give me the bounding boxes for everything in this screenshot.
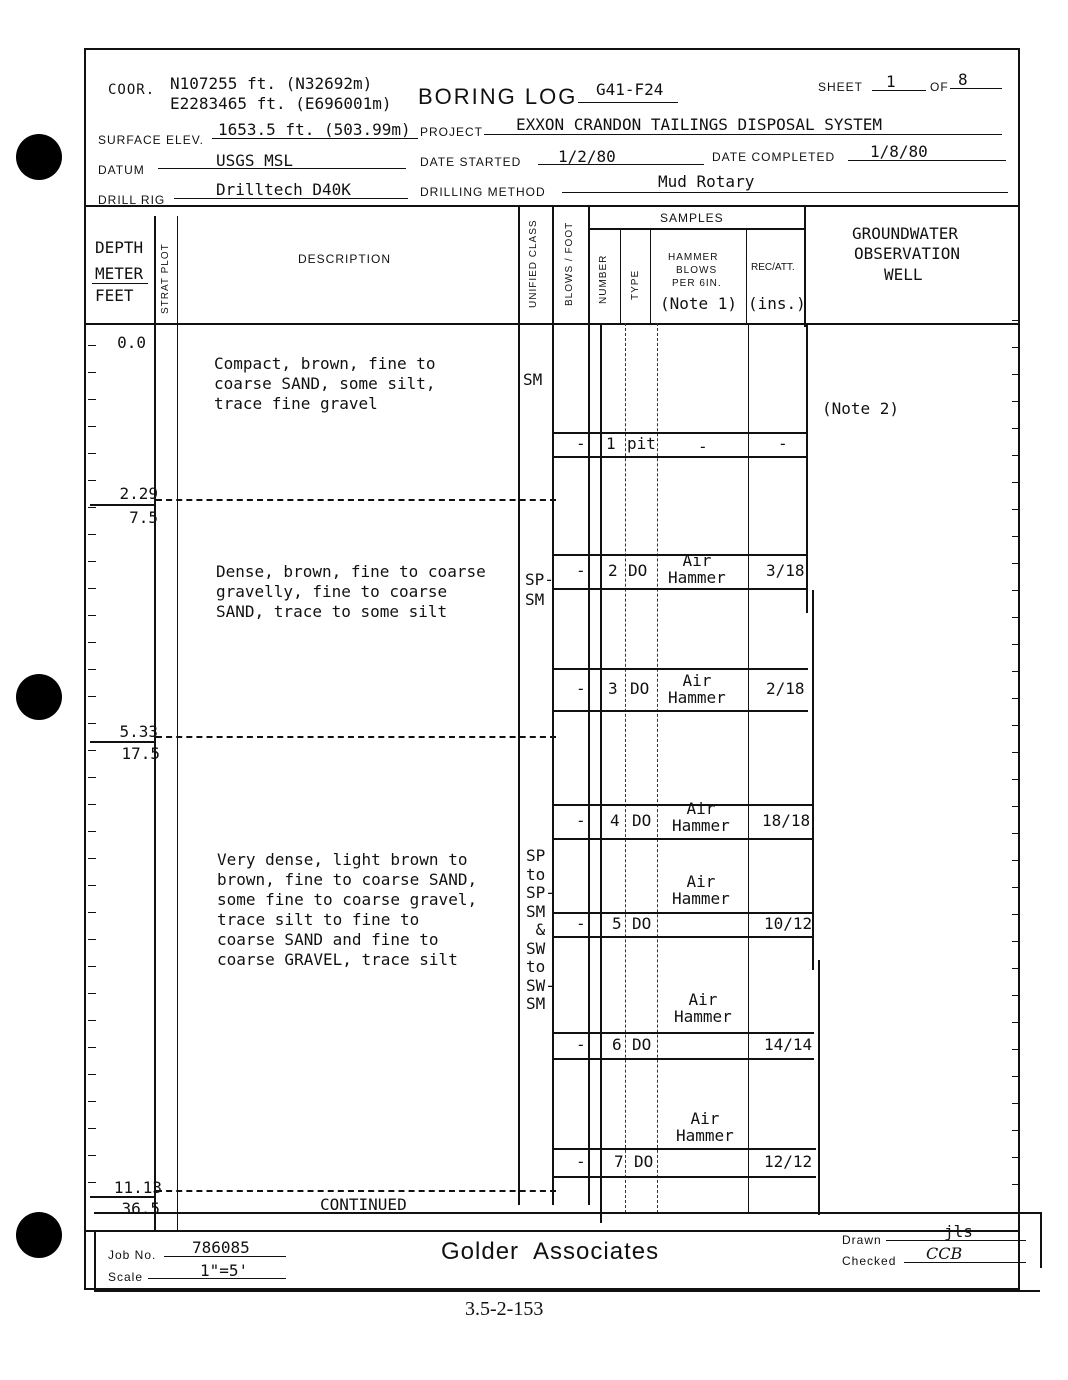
sample-row-top-line (552, 668, 808, 670)
datum-value: USGS MSL (216, 151, 294, 170)
company-name: Golder Associates (441, 1238, 660, 1265)
sample-number: 1 (606, 434, 616, 453)
sample-type: DO (634, 1152, 654, 1171)
project-value: EXXON CRANDON TAILINGS DISPOSAL SYSTEM (516, 115, 883, 134)
sample-type: DO (632, 1035, 652, 1054)
binder-hole-top (16, 134, 62, 180)
sample-row-top-line (552, 432, 806, 434)
drawn-label: Drawn (842, 1233, 882, 1247)
drilling-method-value: Mud Rotary (658, 172, 755, 191)
strata-boundary (156, 736, 556, 738)
col-hammer-note: (Note 1) (660, 294, 738, 313)
sample-row-bottom-line (552, 1176, 816, 1178)
col-number: NUMBER (598, 254, 609, 304)
sample-recovery: 14/14 (764, 1035, 813, 1054)
sample-hammer-blows: Air Hammer (668, 671, 726, 707)
sample-hammer-blows: Air Hammer (672, 872, 730, 908)
sample-blows: - (576, 811, 586, 830)
sample-row-bottom-line (552, 936, 812, 938)
sample-blows: - (576, 1152, 586, 1171)
sample-row-bottom-line (552, 710, 808, 712)
col-gw-line-1: GROUNDWATER (852, 224, 958, 243)
of-label: OF (930, 80, 949, 94)
document-title: BORING LOG (418, 84, 578, 109)
sample-type: DO (628, 561, 648, 580)
col-gw-line-3: WELL (884, 265, 923, 284)
sample-hammer-blows: Air Hammer (672, 799, 730, 835)
unified-class: SP- SM (525, 570, 554, 609)
sheet-label: SHEET (818, 80, 864, 94)
depth-mark: 36.5 (121, 1199, 160, 1218)
sample-blows: - (576, 914, 586, 933)
col-hammer-line-3: PER 6IN. (672, 278, 722, 289)
col-rec-att: REC/ATT. (751, 262, 795, 273)
col-strat-plot: STRAT PLOT (160, 243, 171, 314)
sample-recovery: - (778, 434, 788, 453)
strata-boundary (156, 499, 556, 501)
sample-blows: - (576, 561, 586, 580)
col-meter: METER (95, 264, 144, 283)
depth-mark: 7.5 (129, 508, 158, 527)
sample-type: pit (627, 434, 656, 453)
sample-number: 2 (608, 561, 618, 580)
scale-label: Scale (108, 1270, 144, 1284)
sample-row-bottom-line (552, 838, 812, 840)
sample-blows: - (576, 434, 586, 453)
sample-number: 6 (612, 1035, 622, 1054)
drill-rig-label: DRILL RIG (98, 193, 166, 207)
col-blows-foot: BLOWS / FOOT (564, 221, 575, 306)
binder-hole-middle (16, 674, 62, 720)
sample-recovery: 2/18 (766, 679, 805, 698)
scale-value: 1"=5' (200, 1261, 249, 1280)
sample-recovery: 18/18 (762, 811, 811, 830)
drill-rig-value: Drilltech D40K (216, 180, 351, 199)
sheet-total: 8 (958, 70, 968, 89)
sample-row-bottom-line (552, 456, 806, 458)
sample-hammer-blows: - (698, 437, 708, 456)
drawn-value: jls (944, 1222, 973, 1241)
sample-hammer-blows: Air Hammer (674, 990, 732, 1026)
unified-class: SM (523, 370, 543, 389)
col-type: TYPE (630, 269, 641, 300)
sample-type: DO (632, 914, 652, 933)
checked-label: Checked (842, 1254, 897, 1268)
sample-row-top-line (552, 1148, 816, 1150)
sample-blows: - (576, 1035, 586, 1054)
sample-number: 7 (614, 1152, 624, 1171)
sample-row-top-line (552, 1032, 814, 1034)
datum-label: DATUM (98, 163, 145, 177)
sample-number: 5 (612, 914, 622, 933)
unified-class: SP to SP- SM & SW to SW- SM (526, 846, 555, 1013)
strata-boundary (156, 1190, 556, 1192)
stratum-description: Compact, brown, fine to coarse SAND, some silt, trace fine gravel (214, 354, 436, 413)
col-gw-line-2: OBSERVATION (854, 244, 960, 263)
depth-mark: 11.13 (113, 1178, 162, 1197)
surface-elev-label: SURFACE ELEV. (98, 133, 204, 147)
checked-signature: CCB (926, 1244, 963, 1263)
drilling-method-label: DRILLING METHOD (420, 185, 546, 199)
coor-line-1: N107255 ft. (N32692m) (170, 74, 373, 93)
sample-recovery: 3/18 (766, 561, 805, 580)
col-hammer-line-2: BLOWS (676, 265, 718, 276)
col-feet: FEET (95, 286, 134, 305)
depth-mark: 2.29 (119, 484, 158, 503)
sample-recovery: 12/12 (764, 1152, 813, 1171)
sheet-number: 1 (886, 72, 896, 91)
col-samples: SAMPLES (660, 211, 724, 225)
date-completed-value: 1/8/80 (870, 142, 928, 161)
date-started-label: DATE STARTED (420, 155, 522, 169)
coor-label: COOR. (108, 82, 156, 98)
stratum-description: Dense, brown, fine to coarse gravelly, fine to coarse SAND, trace to some silt (216, 562, 486, 621)
col-unified-class: UNIFIED CLASS (528, 219, 539, 308)
coor-line-2: E2283465 ft. (E696001m) (170, 94, 392, 113)
col-depth: DEPTH (95, 238, 144, 257)
job-no-value: 786085 (192, 1238, 250, 1257)
sample-type: DO (632, 811, 652, 830)
log-id: G41-F24 (596, 80, 664, 99)
project-label: PROJECT (420, 125, 484, 139)
sample-hammer-blows: Air Hammer (668, 551, 726, 587)
sample-blows: - (576, 679, 586, 698)
sample-type: DO (630, 679, 650, 698)
job-no-label: Job No. (108, 1248, 157, 1262)
well-note: (Note 2) (822, 399, 900, 418)
col-rec-units: (ins.) (748, 294, 806, 313)
sample-hammer-blows: Air Hammer (676, 1109, 734, 1145)
sample-recovery: 10/12 (764, 914, 813, 933)
binder-hole-bottom (16, 1212, 62, 1258)
depth-mark: 5.33 (119, 722, 158, 741)
sample-row-bottom-line (552, 1058, 814, 1060)
sample-number: 3 (608, 679, 618, 698)
col-hammer-line-1: HAMMER (668, 252, 719, 263)
depth-mark: 17.5 (121, 744, 160, 763)
date-started-value: 1/2/80 (558, 147, 616, 166)
depth-mark: 0.0 (117, 333, 146, 352)
stratum-description: Very dense, light brown to brown, fine to coarse SAND, some fine to coarse gravel, trace silt to fine to coarse SAND and fine to coarse GRAVEL, trace silt (217, 850, 478, 969)
page-number: 3.5-2-153 (465, 1298, 544, 1320)
sample-number: 4 (610, 811, 620, 830)
col-description: DESCRIPTION (298, 252, 392, 266)
sample-row-bottom-line (552, 588, 808, 590)
surface-elev-value: 1653.5 ft. (503.99m) (218, 120, 411, 139)
date-completed-label: DATE COMPLETED (712, 150, 836, 164)
continued-label: CONTINUED (320, 1195, 407, 1214)
